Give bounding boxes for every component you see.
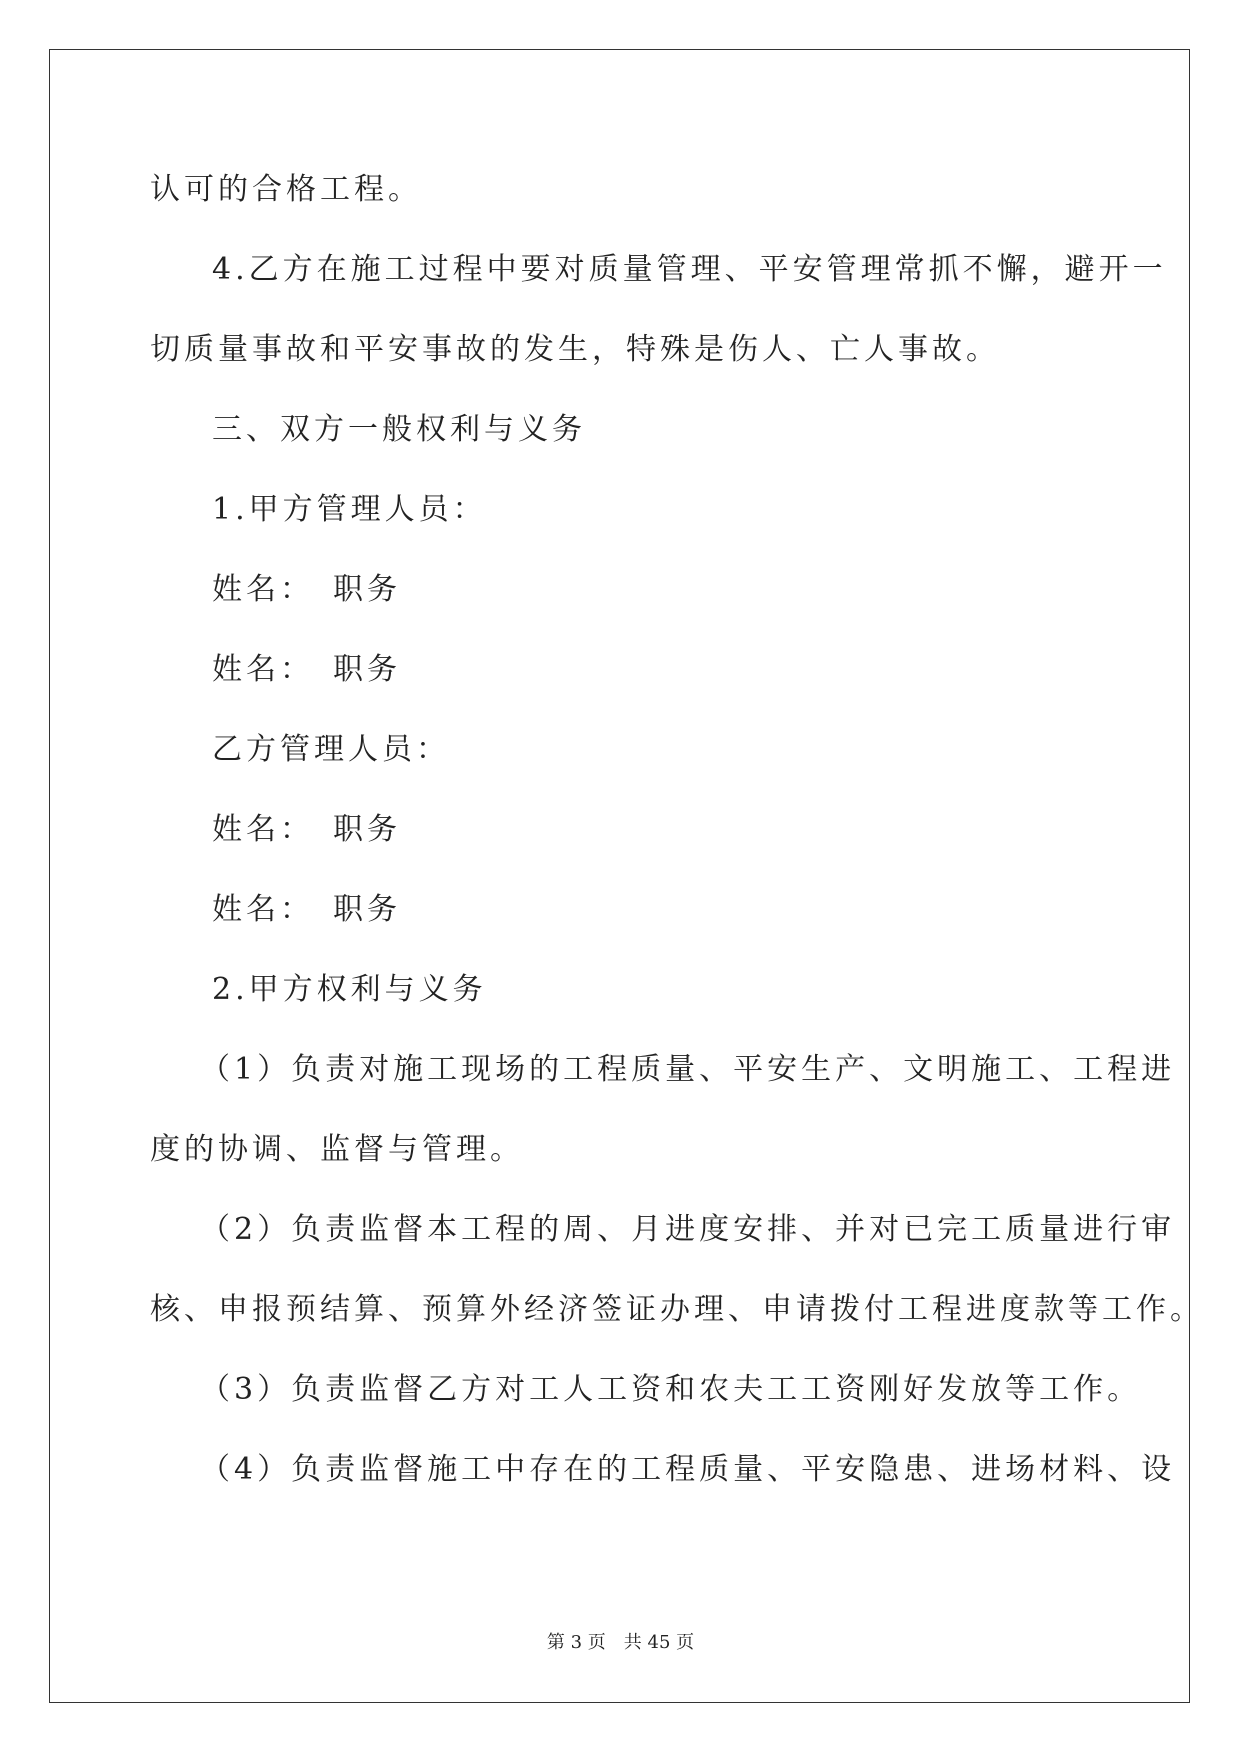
- paragraph-line: 切质量事故和平安事故的发生，特殊是伤人、亡人事故。: [150, 332, 1000, 367]
- paragraph-line: （1）负责对施工现场的工程质量、平安生产、文明施工、工程进: [200, 1052, 1176, 1087]
- paragraph-line: （3）负责监督乙方对工人工资和农夫工工资刚好发放等工作。: [200, 1372, 1142, 1407]
- paragraph-line: 姓名： 职务: [212, 812, 401, 847]
- paragraph-line: 认可的合格工程。: [150, 172, 422, 207]
- paragraph-line: 乙方管理人员：: [212, 732, 450, 767]
- paragraph-line: （2）负责监督本工程的周、月进度安排、并对已完工质量进行审: [200, 1212, 1176, 1247]
- paragraph-line: 姓名： 职务: [212, 572, 401, 607]
- paragraph-line: 4.乙方在施工过程中要对质量管理、平安管理常抓不懈，避开一: [212, 252, 1167, 287]
- page-number: 第 3 页 共 45 页: [546, 1632, 695, 1653]
- paragraph-line: 1.甲方管理人员：: [212, 492, 487, 527]
- paragraph-line: 度的协调、监督与管理。: [150, 1132, 524, 1167]
- paragraph-line: 核、申报预结算、预算外经济签证办理、申请拨付工程进度款等工作。: [150, 1292, 1204, 1327]
- paragraph-line: 2.甲方权利与义务: [212, 972, 487, 1007]
- paragraph-line: （4）负责监督施工中存在的工程质量、平安隐患、进场材料、设: [200, 1452, 1176, 1487]
- section-heading: 三、双方一般权利与义务: [212, 412, 586, 447]
- paragraph-line: 姓名： 职务: [212, 892, 401, 927]
- paragraph-line: 姓名： 职务: [212, 652, 401, 687]
